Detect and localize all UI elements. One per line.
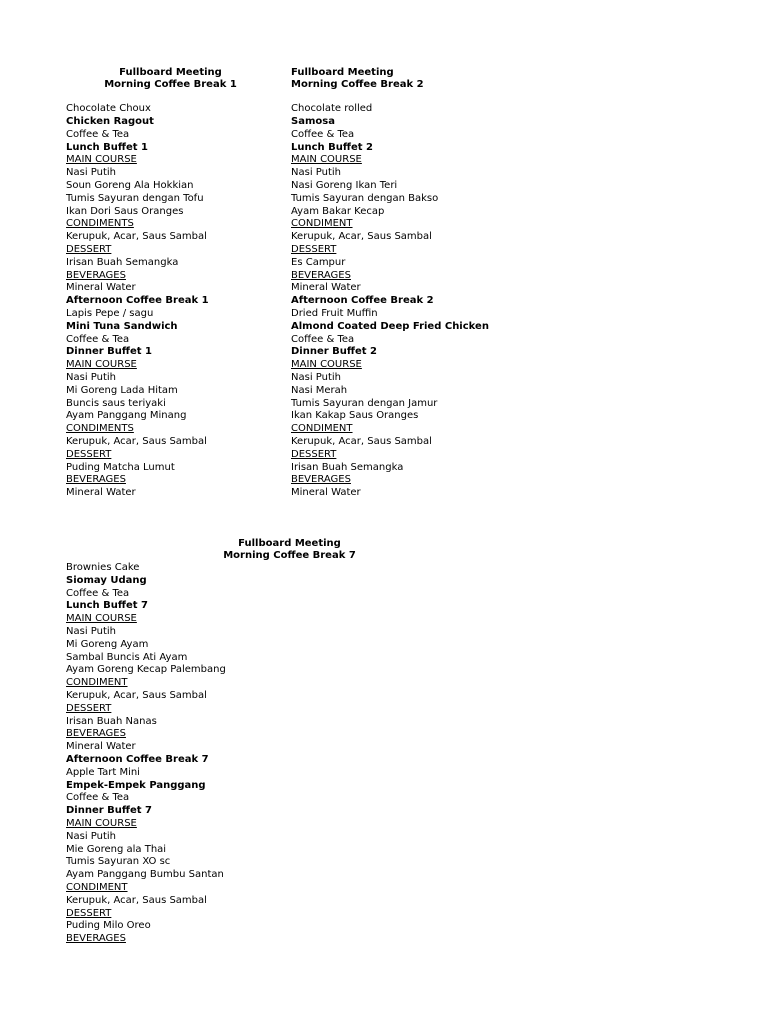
menu-section-label: DESSERT <box>66 243 112 255</box>
menu-item: Tumis Sayuran dengan Bakso <box>291 192 439 204</box>
menu-item: Nasi Putih <box>291 167 342 179</box>
menu-section-label: CONDIMENT <box>291 218 353 230</box>
menu-item: Brownies Cake <box>66 562 140 573</box>
menu-item: Sambal Buncis Ati Ayam <box>66 651 188 663</box>
menu-subtitle: Morning Coffee Break 1 <box>104 79 237 90</box>
menu-section-label: DESSERT <box>291 448 337 460</box>
menu-item: Ayam Bakar Kecap <box>291 205 385 217</box>
menu-section-label: CONDIMENT <box>291 423 353 435</box>
menu-item: Ikan Dori Saus Oranges <box>66 205 184 217</box>
menu-section-label: CONDIMENTS <box>66 218 134 230</box>
menu-heading: Lunch Buffet 1 <box>66 141 148 153</box>
menu-item: Puding Milo Oreo <box>66 920 151 932</box>
menu-item: Dried Fruit Muffin <box>291 307 378 319</box>
menu-item: Irisan Buah Semangka <box>66 256 179 268</box>
menu-heading: Almond Coated Deep Fried Chicken <box>291 320 489 332</box>
menu-column-2 <box>291 67 541 500</box>
menu-item: Mineral Water <box>66 487 136 499</box>
menu-item: Apple Tart Mini <box>66 766 140 778</box>
menu-item: Mi Goreng Ayam <box>66 638 149 650</box>
menu-section-label: BEVERAGES <box>66 933 126 945</box>
menu-item: Irisan Buah Nanas <box>66 715 157 727</box>
menu-section-label: CONDIMENTS <box>66 423 134 435</box>
menu-item: Coffee & Tea <box>66 792 130 804</box>
menu-item: Tumis Sayuran dengan Jamur <box>291 397 438 409</box>
menu-items-list <box>66 562 316 946</box>
menu-heading: Dinner Buffet 7 <box>66 805 153 817</box>
menu-heading: Mini Tuna Sandwich <box>66 320 178 332</box>
menu-item: Nasi Goreng Ikan Teri <box>291 179 398 191</box>
menu-subtitle: Morning Coffee Break 2 <box>291 79 424 90</box>
menu-item: Chocolate rolled <box>291 103 373 115</box>
menu-item: Soun Goreng Ala Hokkian <box>66 179 194 191</box>
menu-item: Ayam Panggang Bumbu Santan <box>66 869 224 881</box>
menu-section-label: BEVERAGES <box>66 474 126 486</box>
menu-item: Tumis Sayuran dengan Tofu <box>66 192 204 204</box>
menu-item: Mie Goreng ala Thai <box>66 843 167 855</box>
menu-heading: Dinner Buffet 2 <box>291 346 378 358</box>
menu-title: Fullboard Meeting <box>119 67 222 78</box>
menu-item: Irisan Buah Semangka <box>291 461 404 473</box>
menu-title: Fullboard Meeting <box>238 538 341 549</box>
menu-item: Mineral Water <box>291 487 361 499</box>
menu-item: Ayam Panggang Minang <box>66 410 187 422</box>
menu-item: Nasi Merah <box>291 384 348 396</box>
menu-item: Nasi Putih <box>66 167 117 179</box>
menu-item: Nasi Putih <box>66 830 117 842</box>
menu-item: Puding Matcha Lumut <box>66 461 175 473</box>
menu-section-label: BEVERAGES <box>291 269 351 281</box>
menu-item: Kerupuk, Acar, Saus Sambal <box>291 435 432 447</box>
menu-heading: Afternoon Coffee Break 1 <box>66 295 209 307</box>
menu-heading: Dinner Buffet 1 <box>66 346 153 358</box>
menu-column-3 <box>66 538 356 946</box>
menu-item: Kerupuk, Acar, Saus Sambal <box>66 894 207 906</box>
menu-item: Mineral Water <box>66 282 136 294</box>
menu-item: Coffee & Tea <box>66 587 130 599</box>
menu-section-label: CONDIMENT <box>66 881 128 893</box>
menu-section-label: BEVERAGES <box>66 269 126 281</box>
menu-item: Tumis Sayuran XO sc <box>66 856 171 868</box>
menu-item: Kerupuk, Acar, Saus Sambal <box>66 435 207 447</box>
menu-item: Lapis Pepe / sagu <box>66 307 154 319</box>
menu-subtitle: Morning Coffee Break 7 <box>223 550 356 561</box>
menu-item: Nasi Putih <box>291 371 342 383</box>
menu-title: Fullboard Meeting <box>291 67 394 78</box>
menu-heading: Lunch Buffet 2 <box>291 141 373 153</box>
menu-section-label: MAIN COURSE <box>66 817 137 829</box>
menu-heading: Empek-Empek Panggang <box>66 779 206 791</box>
menu-section-label: CONDIMENT <box>66 677 128 689</box>
menu-section-label: MAIN COURSE <box>291 154 362 166</box>
menu-item: Ikan Kakap Saus Oranges <box>291 410 419 422</box>
menu-section-label: BEVERAGES <box>291 474 351 486</box>
menu-section-label: DESSERT <box>66 702 112 714</box>
menu-item: Coffee & Tea <box>291 128 355 140</box>
menu-item: Nasi Putih <box>66 625 117 637</box>
menu-item: Mi Goreng Lada Hitam <box>66 384 178 396</box>
menu-section-label: DESSERT <box>66 907 112 919</box>
menu-item: Chocolate Choux <box>66 103 151 115</box>
menu-item: Mineral Water <box>66 741 136 753</box>
menu-items-list <box>291 103 541 500</box>
menu-item: Kerupuk, Acar, Saus Sambal <box>66 231 207 243</box>
menu-section-label: MAIN COURSE <box>291 359 362 371</box>
menu-item: Coffee & Tea <box>66 128 130 140</box>
menu-item: Coffee & Tea <box>291 333 355 345</box>
menu-item: Ayam Goreng Kecap Palembang <box>66 664 226 676</box>
menu-item: Buncis saus teriyaki <box>66 397 166 409</box>
menu-item: Kerupuk, Acar, Saus Sambal <box>291 231 432 243</box>
menu-item: Kerupuk, Acar, Saus Sambal <box>66 689 207 701</box>
menu-heading: Afternoon Coffee Break 7 <box>66 753 209 765</box>
menu-section-label: DESSERT <box>291 243 337 255</box>
menu-item: Es Campur <box>291 256 346 268</box>
menu-heading: Siomay Udang <box>66 574 147 586</box>
menu-section-label: MAIN COURSE <box>66 154 137 166</box>
menu-section-label: DESSERT <box>66 448 112 460</box>
menu-section-label: MAIN COURSE <box>66 613 137 625</box>
menu-heading: Afternoon Coffee Break 2 <box>291 295 434 307</box>
menu-heading: Chicken Ragout <box>66 115 154 127</box>
menu-section-label: BEVERAGES <box>66 728 126 740</box>
menu-item: Coffee & Tea <box>66 333 130 345</box>
menu-item: Mineral Water <box>291 282 361 294</box>
menu-items-list <box>66 103 316 500</box>
menu-heading: Lunch Buffet 7 <box>66 600 148 612</box>
menu-heading: Samosa <box>291 115 335 127</box>
menu-item: Nasi Putih <box>66 371 117 383</box>
menu-section-label: MAIN COURSE <box>66 359 137 371</box>
menu-column-1 <box>66 67 316 500</box>
